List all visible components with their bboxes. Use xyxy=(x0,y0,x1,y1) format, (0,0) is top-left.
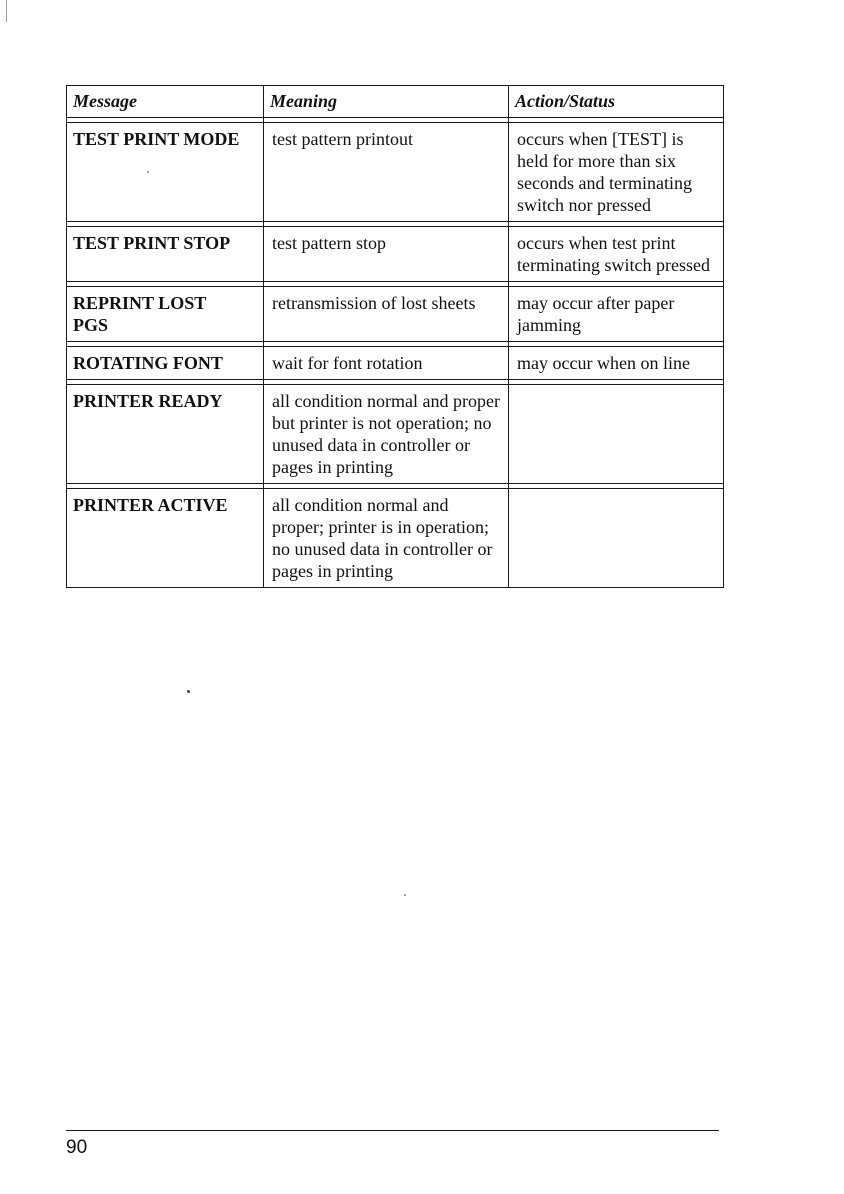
action-cell xyxy=(509,489,724,588)
action-cell: occurs when [TEST] is held for more than six seconds and terminating switch nor pressed xyxy=(509,123,724,222)
header-action-status: Action/Status xyxy=(509,86,724,118)
meaning-cell: retransmission of lost sheets xyxy=(264,287,509,342)
message-cell: REPRINT LOST PGS xyxy=(67,287,264,342)
message-cell: TEST PRINT MODE xyxy=(67,123,264,222)
table-row xyxy=(67,489,724,588)
scan-speck xyxy=(147,171,149,173)
table-row xyxy=(67,227,724,282)
meaning-cell: test pattern printout xyxy=(264,123,509,222)
scan-speck xyxy=(187,690,190,693)
meaning-cell: wait for font rotation xyxy=(264,347,509,380)
meaning-cell: test pattern stop xyxy=(264,227,509,282)
meaning-cell: all condition normal and proper but printer is not operation; no unused data in controller or pages in printing xyxy=(264,385,509,484)
table-row xyxy=(67,347,724,380)
action-cell: may occur when on line xyxy=(509,347,724,380)
meaning-cell: all condition normal and proper; printer is in operation; no unused data in controller or pages in printing xyxy=(264,489,509,588)
message-cell: PRINTER ACTIVE xyxy=(67,489,264,588)
table-row xyxy=(67,123,724,222)
footer-rule xyxy=(66,1130,719,1131)
message-cell: TEST PRINT STOP xyxy=(67,227,264,282)
table-header xyxy=(67,86,724,118)
header-message: Message xyxy=(67,86,264,118)
printer-message-table xyxy=(66,85,724,588)
table-row xyxy=(67,287,724,342)
message-cell: PRINTER READY xyxy=(67,385,264,484)
header-row xyxy=(67,86,724,118)
table-row xyxy=(67,385,724,484)
action-cell: may occur after paper jamming xyxy=(509,287,724,342)
action-cell: occurs when test print terminating switch pressed xyxy=(509,227,724,282)
page-number: 90 xyxy=(66,1137,88,1158)
action-cell xyxy=(509,385,724,484)
header-meaning: Meaning xyxy=(264,86,509,118)
scan-edge-mark xyxy=(6,0,7,22)
message-cell: ROTATING FONT xyxy=(67,347,264,380)
table-body xyxy=(67,118,724,588)
scan-speck xyxy=(404,894,406,896)
